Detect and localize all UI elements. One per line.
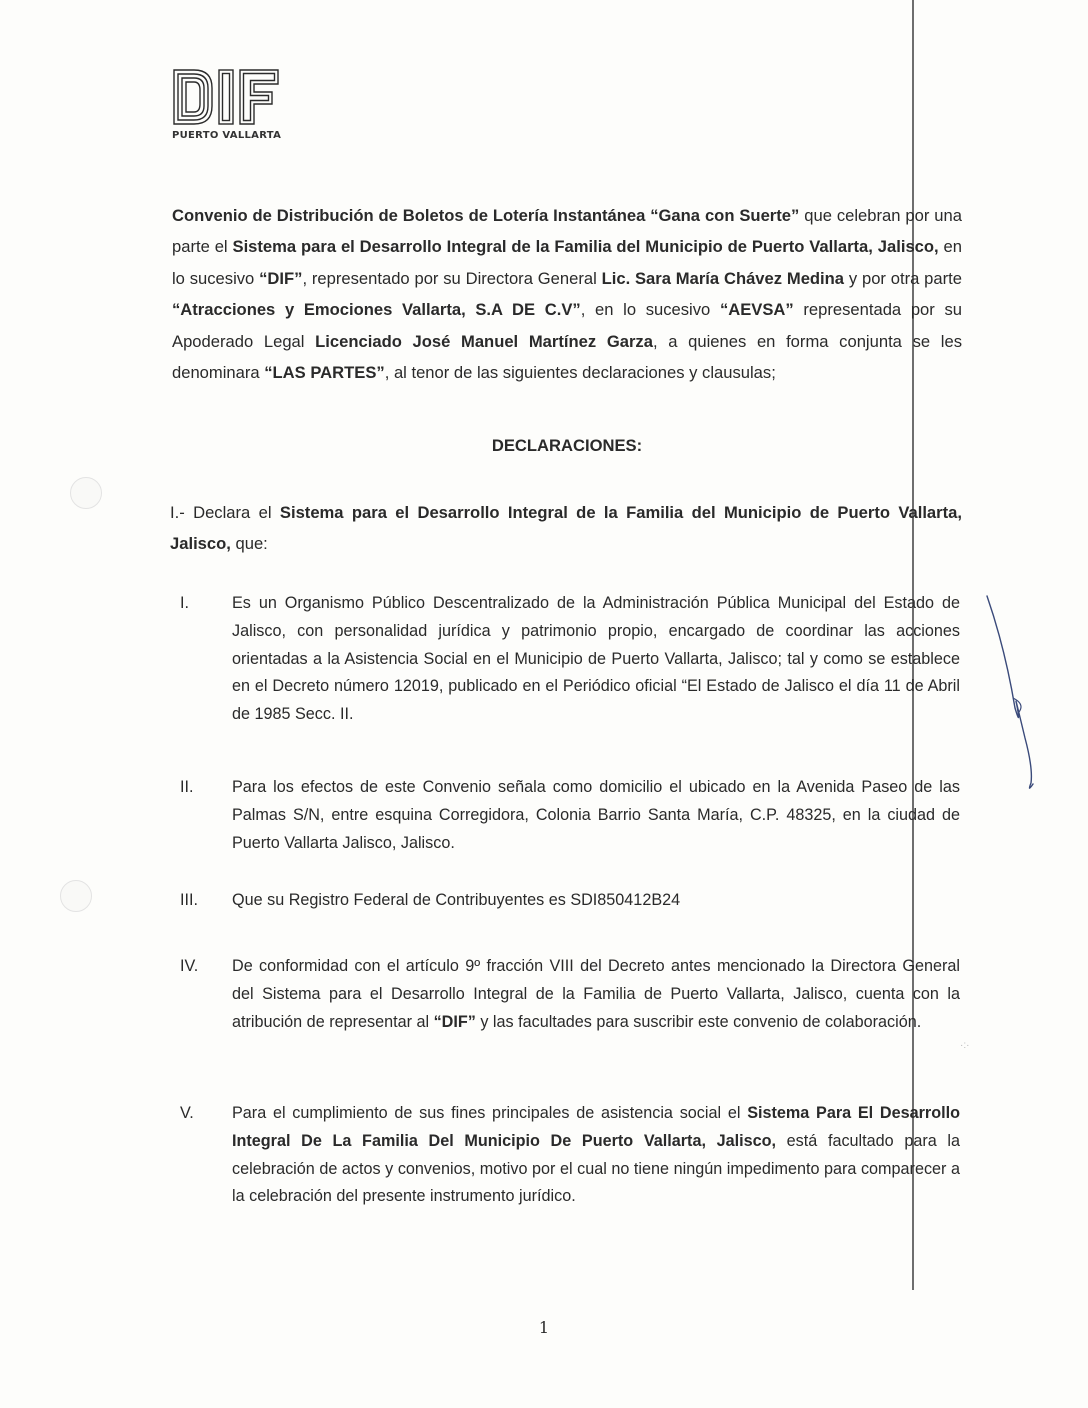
bold-text-segment: Sistema Para El Desarrollo Integral De La Familia Del Municipio De Puerto Vallarta, Jalisco, bbox=[232, 1104, 960, 1150]
item-text bbox=[232, 887, 960, 915]
declarations-heading: DECLARACIONES: bbox=[491, 436, 643, 455]
declaration-item bbox=[180, 887, 960, 915]
bold-text-segment: “DIF” bbox=[433, 1012, 476, 1031]
bold-text-segment: “AEVSA” bbox=[719, 300, 794, 320]
declaration-item bbox=[180, 953, 960, 1036]
item-number: III. bbox=[180, 891, 198, 909]
punch-hole-bottom bbox=[60, 880, 92, 912]
declaration-item bbox=[180, 590, 960, 729]
text-segment: , a quienes en forma conjunta se les denominara bbox=[172, 331, 962, 383]
declaration-item bbox=[180, 1100, 960, 1211]
handwritten-signature bbox=[975, 588, 1045, 798]
item-text bbox=[232, 774, 960, 857]
text-segment: y las facultades para suscribir este convenio de colaboración. bbox=[475, 1012, 922, 1031]
bold-text-segment: Sistema para el Desarrollo Integral de la Familia del Municipio de Puerto Vallarta, Jalisco, bbox=[232, 237, 939, 257]
bold-text-segment: Sistema para el Desarrollo Integral de la Familia del Municipio de Puerto Vallarta, Jalisco, bbox=[170, 503, 962, 553]
text-segment: está facultado para la celebración de actos y convenios, motivo por el cual no tiene ningún impedimento para comparecer a la celebración del presente instrumento jurídico. bbox=[232, 1131, 960, 1206]
item-number: IV. bbox=[180, 957, 199, 975]
item-text bbox=[232, 953, 960, 1036]
punch-hole-top bbox=[70, 477, 102, 509]
page-number: 1 bbox=[538, 1318, 550, 1337]
bold-text-segment: “LAS PARTES” bbox=[264, 363, 385, 383]
text-segment: , representado por su Directora General bbox=[302, 268, 602, 288]
text-segment: Para los efectos de este Convenio señala como domicilio el ubicado en la Avenida Paseo de las Palmas S/N, entre esquina Corregidora, Colonia Barrio Santa María, C.P. 48325, en la ciudad de Puerto Vallarta Jalisco, Jalisco. bbox=[232, 778, 960, 852]
bold-text-segment: Convenio de Distribución de Boletos de Lotería Instantánea “Gana con Suerte” bbox=[172, 206, 800, 225]
bold-text-segment: Licenciado José Manuel Martínez Garza bbox=[315, 331, 653, 351]
text-segment: Que su Registro Federal de Contribuyentes es SDI850412B24 bbox=[232, 891, 681, 909]
text-segment: , en lo sucesivo bbox=[580, 300, 720, 320]
text-segment: que: bbox=[230, 534, 268, 553]
bold-text-segment: Lic. Sara María Chávez Medina bbox=[601, 268, 845, 288]
item-number: II. bbox=[180, 778, 194, 796]
text-segment: , al tenor de las siguientes declaraciones y clausulas; bbox=[384, 363, 776, 383]
item-text bbox=[232, 590, 960, 729]
text-segment: De conformidad con el artículo 9º fracción VIII del Decreto antes mencionado la Directora General del Sistema para el Desarrollo Integral de la Familia de Puerto Vallarta, Jalisco, cuenta con la atribución de representar al bbox=[232, 957, 960, 1031]
text-segment: y por otra parte bbox=[844, 268, 963, 288]
text-segment: I.- Declara el bbox=[170, 503, 280, 522]
declaration-item bbox=[180, 774, 960, 857]
bold-text-segment: “DIF” bbox=[259, 268, 303, 288]
text-segment: Es un Organismo Público Descentralizado de la Administración Pública Municipal del Estado de Jalisco, con personalidad jurídica y patrimonio propio, encargado de coordinar las acciones orientadas a la Asistencia Social en el Municipio de Puerto Vallarta, Jalisco; tal y como se establece en el Decreto número 12019, publicado en el Periódico oficial “El Estado de Jalisco el día 11 de Abril de 1985 Secc. II. bbox=[232, 594, 960, 724]
text-segment: en lo sucesivo bbox=[172, 237, 962, 288]
text-segment: Para el cumplimiento de sus fines principales de asistencia social el bbox=[232, 1104, 748, 1122]
contract-intro-paragraph bbox=[172, 200, 962, 388]
declaration-intro bbox=[170, 497, 962, 559]
logo-subtitle: PUERTO VALLARTA bbox=[172, 130, 282, 141]
dif-logo-mark bbox=[172, 68, 280, 126]
text-segment: que celebran por una parte el bbox=[172, 206, 962, 257]
dif-logo bbox=[172, 68, 282, 141]
item-text bbox=[232, 1100, 960, 1211]
item-number: V. bbox=[180, 1104, 194, 1122]
bold-text-segment: “Atracciones y Emociones Vallarta, S.A DE C.V” bbox=[172, 300, 581, 320]
text-segment: representada por su Apoderado Legal bbox=[172, 300, 962, 351]
scan-speck: ·:· bbox=[960, 1040, 970, 1051]
item-number: I. bbox=[180, 594, 189, 612]
